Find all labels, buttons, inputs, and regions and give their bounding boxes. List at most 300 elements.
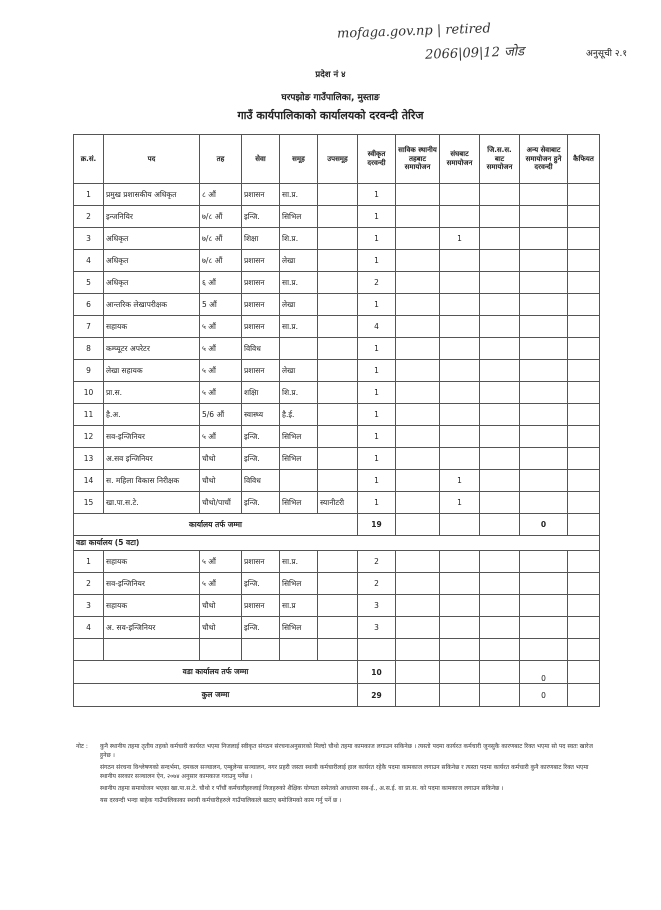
table-row [74, 551, 600, 573]
cell [358, 639, 396, 661]
cell-sn: 12 [74, 426, 104, 448]
note-item: संगठन संरचना विश्लेषणको सन्दर्भमा, दमकल सञ्चालन, एम्बुलेन्स सञ्चालन, नगर प्रहरी जस्ता स्थायी कर्मचारीलाई हाल कार्यरत रहेकै पदमा कामकाज लगाउन सकिनेछ र त्यस्ता पदमा कार्यरत कर्मचारी कुनै कारणबाट रिक्त भएमा स्थानीय सरकार सञ्चालन ऐन, २०७४ अनुसार कामकाज गराउनु पर्नेछ । [100, 764, 589, 780]
cell-level: ५ औं [200, 338, 242, 360]
cell-sn: 13 [74, 448, 104, 470]
cell-remarks [568, 470, 600, 492]
header-sn: क्र.सं. [74, 135, 104, 184]
cell-post: सहायक [104, 316, 200, 338]
cell-group [280, 338, 318, 360]
cell-service: इन्जि. [242, 617, 280, 639]
cell-sn: 4 [74, 250, 104, 272]
cell-federal [440, 426, 480, 448]
cell-remarks [568, 250, 600, 272]
table-row [74, 617, 600, 639]
cell-level: ५ औं [200, 316, 242, 338]
notes-label: नोट : [76, 743, 88, 750]
handwritten-note-line1: mofaga.gov.np | retired [336, 21, 492, 42]
cell-other [520, 573, 568, 595]
cell-approved: 1 [358, 294, 396, 316]
cell-other [520, 360, 568, 382]
cell-dcc [480, 404, 520, 426]
cell-approved: 2 [358, 551, 396, 573]
cell-remarks [568, 492, 600, 514]
cell-service: इन्जि. [242, 426, 280, 448]
cell-other [520, 228, 568, 250]
cell-dcc [480, 617, 520, 639]
ward-section-row [74, 536, 600, 551]
cell-group: लेखा [280, 294, 318, 316]
grand-total-label: कुल जम्मा [74, 684, 358, 707]
cell [396, 661, 440, 684]
cell-dcc [480, 573, 520, 595]
ward-rows [74, 551, 600, 639]
header-level: तह [200, 135, 242, 184]
grand-total-row [74, 684, 600, 707]
cell-post: कम्प्यूटर अपरेटर [104, 338, 200, 360]
header-dcc-adjustment: जि.स.स. बाट समायोजन [480, 135, 520, 184]
cell-level: ७/८ औं [200, 250, 242, 272]
cell-remarks [568, 338, 600, 360]
cell-subgroup [318, 404, 358, 426]
cell-post: अधिकृत [104, 228, 200, 250]
cell-approved: 3 [358, 617, 396, 639]
cell-other [520, 404, 568, 426]
cell-remarks [568, 360, 600, 382]
cell-other [520, 470, 568, 492]
cell-federal [440, 573, 480, 595]
ward-total-other: 0 [520, 661, 568, 684]
header-service: सेवा [242, 135, 280, 184]
cell-approved: 1 [358, 492, 396, 514]
cell-local [396, 492, 440, 514]
cell-approved: 1 [358, 206, 396, 228]
cell-group: है.ई. [280, 404, 318, 426]
cell-local [396, 617, 440, 639]
table-row [74, 338, 600, 360]
cell-subgroup [318, 382, 358, 404]
cell [520, 639, 568, 661]
cell-approved: 1 [358, 360, 396, 382]
cell-post: लेखा सहायक [104, 360, 200, 382]
table-row [74, 316, 600, 338]
table-row [74, 573, 600, 595]
ward-total-approved: 10 [358, 661, 396, 684]
cell-dcc [480, 228, 520, 250]
cell-group: लेखा [280, 360, 318, 382]
header-subgroup: उपसमूह [318, 135, 358, 184]
cell-service: प्रशासन [242, 595, 280, 617]
header-group: समूह [280, 135, 318, 184]
table-row [74, 426, 600, 448]
cell-local [396, 470, 440, 492]
cell-other [520, 272, 568, 294]
cell-dcc [480, 382, 520, 404]
table-row [74, 492, 600, 514]
cell-subgroup [318, 206, 358, 228]
cell-other [520, 294, 568, 316]
cell-service: प्रशासन [242, 184, 280, 206]
cell-group: सा.प्र. [280, 272, 318, 294]
cell-sn: 1 [74, 551, 104, 573]
cell-dcc [480, 272, 520, 294]
office-total-other: 0 [520, 514, 568, 536]
header-federal-adjustment: संघबाट समायोजन [440, 135, 480, 184]
municipality-heading: घरपझोङ गाउँपालिका, मुस्ताङ [281, 93, 380, 103]
notes-section [76, 742, 600, 808]
cell [396, 684, 440, 707]
cell-approved: 4 [358, 316, 396, 338]
table-row [74, 448, 600, 470]
note-item: कुनै स्थानीय तहमा तृतीय तहको कर्मचारी कार्यरत भएमा निजलाई स्वीकृत संगठन संरचनाअनुसारको मिल्दो चौथो तहमा कामकाज लगाउन सकिनेछ । त्यस्तो पदमा कार्यरत कर्मचारी जुनसुकै कारणबाट रिक्त भएमा सो पद स्वतः खारेज हुनेछ । [100, 743, 593, 759]
header-local-adjustment: साविक स्थानीय तहबाट समायोजन [396, 135, 440, 184]
office-total-approved: 19 [358, 514, 396, 536]
cell-post: आन्तरिक लेखापरीक्षक [104, 294, 200, 316]
cell-dcc [480, 551, 520, 573]
cell [74, 639, 104, 661]
blank-row [74, 639, 600, 661]
cell-federal: 1 [440, 470, 480, 492]
cell-other [520, 617, 568, 639]
cell-group: सा.प्र. [280, 316, 318, 338]
cell-remarks [568, 206, 600, 228]
cell-group: सा.प्र. [280, 184, 318, 206]
cell [396, 639, 440, 661]
cell-post: अ.सव इन्जिनियर [104, 448, 200, 470]
cell-group: सा.प्र. [280, 551, 318, 573]
cell-subgroup [318, 228, 358, 250]
cell-sn: 15 [74, 492, 104, 514]
cell-local [396, 360, 440, 382]
cell-federal [440, 617, 480, 639]
cell-federal [440, 551, 480, 573]
cell-sn: 10 [74, 382, 104, 404]
cell-federal [440, 294, 480, 316]
cell-federal [440, 382, 480, 404]
cell-group: सिभिल [280, 426, 318, 448]
cell-sn: 4 [74, 617, 104, 639]
cell [568, 639, 600, 661]
cell-local [396, 294, 440, 316]
header-approved: स्वीकृत दरवन्दी [358, 135, 396, 184]
cell-remarks [568, 228, 600, 250]
cell-other [520, 338, 568, 360]
cell-sn: 2 [74, 573, 104, 595]
cell-level: 5/6 औं [200, 404, 242, 426]
cell-subgroup [318, 338, 358, 360]
cell-service: शिक्षा [242, 228, 280, 250]
cell [242, 639, 280, 661]
cell-post: सव-इन्जिनियर [104, 573, 200, 595]
cell [200, 639, 242, 661]
cell-subgroup [318, 360, 358, 382]
cell-subgroup [318, 250, 358, 272]
cell-service: प्रशासन [242, 272, 280, 294]
note-item: स्थानीय तहमा समायोजन भएका खा.पा.स.टे. चौथो र पाँचौं कर्मचारीहरुलाई निजहरुको शैक्षिक योग्यता समेतको आधारमा सब-ई., अ.स.ई. वा प्रा.स. को पदमा कामकाज लगाउन सकिनेछ । [100, 785, 504, 792]
cell [568, 514, 600, 536]
cell-sn: 1 [74, 184, 104, 206]
cell-group: शि.प्र. [280, 228, 318, 250]
grand-total-other: 0 [520, 684, 568, 707]
cell-level: चौथो [200, 470, 242, 492]
cell-other [520, 551, 568, 573]
cell-approved: 2 [358, 272, 396, 294]
cell-group: सिभिल [280, 573, 318, 595]
cell-remarks [568, 595, 600, 617]
cell-subgroup [318, 448, 358, 470]
cell-federal [440, 316, 480, 338]
cell [396, 514, 440, 536]
cell-dcc [480, 316, 520, 338]
cell-approved: 1 [358, 404, 396, 426]
cell-service: प्रशासन [242, 250, 280, 272]
cell-post: प्रा.स. [104, 382, 200, 404]
cell-other [520, 250, 568, 272]
cell-post: सव-इन्जिनियर [104, 426, 200, 448]
cell-sn: 9 [74, 360, 104, 382]
ward-total-row [74, 661, 600, 684]
cell-level: ५ औं [200, 382, 242, 404]
cell-local [396, 184, 440, 206]
cell [480, 639, 520, 661]
note-item: यस दरवन्दी भन्दा बाहेक गाउँपालिकाका स्थायी कर्मचारीहरुले गाउँपालिकाले खटाए बमोजिमको काम गर्नु पर्ने छ । [100, 797, 342, 804]
cell-subgroup [318, 184, 358, 206]
header-other-service: अन्य सेवाबाट समायोजन हुने दरवन्दी [520, 135, 568, 184]
cell-subgroup [318, 551, 358, 573]
cell-level: चौथो/पाचौं [200, 492, 242, 514]
cell-local [396, 404, 440, 426]
cell-post: सहायक [104, 595, 200, 617]
cell-federal [440, 338, 480, 360]
cell-local [396, 382, 440, 404]
cell [280, 639, 318, 661]
totals-section [74, 639, 600, 707]
table-row [74, 595, 600, 617]
cell-subgroup [318, 316, 358, 338]
cell [568, 684, 600, 707]
table-row [74, 382, 600, 404]
cell-federal [440, 272, 480, 294]
cell-remarks [568, 382, 600, 404]
cell-dcc [480, 184, 520, 206]
cell-group [280, 470, 318, 492]
cell-group: शि.प्र. [280, 382, 318, 404]
cell-sn: 8 [74, 338, 104, 360]
cell [440, 639, 480, 661]
cell-post: खा.पा.स.टे. [104, 492, 200, 514]
table-row [74, 360, 600, 382]
table-row [74, 294, 600, 316]
cell-approved: 3 [358, 595, 396, 617]
cell-dcc [480, 448, 520, 470]
cell-level: ५ औं [200, 360, 242, 382]
cell-dcc [480, 250, 520, 272]
cell-level: ७/८ औं [200, 228, 242, 250]
cell-remarks [568, 617, 600, 639]
cell [440, 514, 480, 536]
cell-service: इन्जि. [242, 573, 280, 595]
cell-federal [440, 404, 480, 426]
cell-other [520, 206, 568, 228]
cell-dcc [480, 338, 520, 360]
cell-remarks [568, 294, 600, 316]
cell-federal [440, 206, 480, 228]
cell-service: प्रशासन [242, 316, 280, 338]
cell-subgroup [318, 573, 358, 595]
cell-service: इन्जि. [242, 492, 280, 514]
cell-local [396, 448, 440, 470]
cell-local [396, 595, 440, 617]
table-row [74, 228, 600, 250]
table-row [74, 206, 600, 228]
cell-level: ५ औं [200, 573, 242, 595]
table-row [74, 250, 600, 272]
cell-dcc [480, 426, 520, 448]
staffing-table [73, 134, 600, 707]
cell-other [520, 426, 568, 448]
cell-federal [440, 360, 480, 382]
cell-local [396, 338, 440, 360]
cell [104, 639, 200, 661]
cell-sn: 5 [74, 272, 104, 294]
cell-approved: 1 [358, 448, 396, 470]
cell-service: प्रशासन [242, 551, 280, 573]
cell-remarks [568, 316, 600, 338]
cell-group: सिभिल [280, 617, 318, 639]
cell-remarks [568, 448, 600, 470]
cell-group: सा.प्र [280, 595, 318, 617]
cell-level: ६ औं [200, 272, 242, 294]
cell-service: शक्षिा [242, 382, 280, 404]
cell-federal: 1 [440, 492, 480, 514]
cell-sn: 11 [74, 404, 104, 426]
cell-dcc [480, 470, 520, 492]
cell-approved: 1 [358, 382, 396, 404]
grand-total-approved: 29 [358, 684, 396, 707]
cell-service: विविध [242, 338, 280, 360]
cell-subgroup [318, 426, 358, 448]
cell-post: स. महिला विकास निरीक्षक [104, 470, 200, 492]
cell-approved: 1 [358, 184, 396, 206]
cell-dcc [480, 492, 520, 514]
cell-local [396, 250, 440, 272]
cell-federal [440, 250, 480, 272]
cell [440, 684, 480, 707]
cell-subgroup [318, 617, 358, 639]
cell [568, 661, 600, 684]
cell-local [396, 228, 440, 250]
cell-dcc [480, 294, 520, 316]
table-row [74, 184, 600, 206]
cell-group: सिभिल [280, 492, 318, 514]
cell-service: प्रशासन [242, 294, 280, 316]
cell-dcc [480, 206, 520, 228]
cell-local [396, 206, 440, 228]
cell-post: इन्जनियिर [104, 206, 200, 228]
cell-post: अधिकृत [104, 250, 200, 272]
cell-local [396, 272, 440, 294]
office-total-section [74, 514, 600, 551]
cell-federal: 1 [440, 228, 480, 250]
cell [318, 639, 358, 661]
cell-local [396, 426, 440, 448]
header-post: पद [104, 135, 200, 184]
cell-approved: 1 [358, 470, 396, 492]
cell-level: ५ औं [200, 551, 242, 573]
cell-approved: 1 [358, 426, 396, 448]
cell-post: है.अ. [104, 404, 200, 426]
cell-service: प्रशासन [242, 360, 280, 382]
office-total-label: कार्यालय तर्फ जम्मा [74, 514, 358, 536]
cell-post: अधिकृत [104, 272, 200, 294]
cell-approved: 1 [358, 250, 396, 272]
cell-service: इन्जि. [242, 448, 280, 470]
cell-service: विविध [242, 470, 280, 492]
cell-sn: 3 [74, 595, 104, 617]
cell-other [520, 448, 568, 470]
cell-remarks [568, 184, 600, 206]
cell-other [520, 492, 568, 514]
cell-other [520, 316, 568, 338]
cell-sn: 6 [74, 294, 104, 316]
cell-sn: 14 [74, 470, 104, 492]
cell-subgroup [318, 294, 358, 316]
cell-group: सिभिल [280, 448, 318, 470]
cell-federal [440, 595, 480, 617]
annex-label: अनुसूची २.१ [586, 49, 628, 59]
cell-remarks [568, 404, 600, 426]
cell-sn: 3 [74, 228, 104, 250]
cell-group: सिभिल [280, 206, 318, 228]
cell-subgroup: स्यानीटरी [318, 492, 358, 514]
header-remarks: कैफियत [568, 135, 600, 184]
cell-other [520, 184, 568, 206]
cell-sn: 2 [74, 206, 104, 228]
cell-sn: 7 [74, 316, 104, 338]
cell-remarks [568, 272, 600, 294]
cell-service: स्वास्थ्य [242, 404, 280, 426]
cell-level: ५ औं [200, 426, 242, 448]
cell-level: ७/८ औं [200, 206, 242, 228]
cell-local [396, 316, 440, 338]
cell-federal [440, 184, 480, 206]
cell-remarks [568, 573, 600, 595]
province-heading: प्रदेश नं ४ [315, 70, 346, 80]
table-row [74, 272, 600, 294]
cell-level: 5 औं [200, 294, 242, 316]
cell-level: चौथो [200, 617, 242, 639]
cell-post: अ. सव-इन्जिनियर [104, 617, 200, 639]
cell-post: सहायक [104, 551, 200, 573]
cell-federal [440, 448, 480, 470]
cell-local [396, 573, 440, 595]
cell-post: प्रमुख प्रशासकीय अधिकृत [104, 184, 200, 206]
cell [480, 514, 520, 536]
table-row [74, 470, 600, 492]
table-row [74, 404, 600, 426]
cell-subgroup [318, 470, 358, 492]
cell-level: चौथो [200, 595, 242, 617]
cell-approved: 1 [358, 228, 396, 250]
office-rows [74, 184, 600, 514]
cell-service: इन्जि. [242, 206, 280, 228]
cell-subgroup [318, 595, 358, 617]
cell-level: चौथो [200, 448, 242, 470]
document-title: गाउँ कार्यपालिकाको कार्यालयको दरवन्दी तेरिज [237, 109, 424, 122]
cell-approved: 2 [358, 573, 396, 595]
cell-remarks [568, 551, 600, 573]
cell-remarks [568, 426, 600, 448]
cell [480, 661, 520, 684]
